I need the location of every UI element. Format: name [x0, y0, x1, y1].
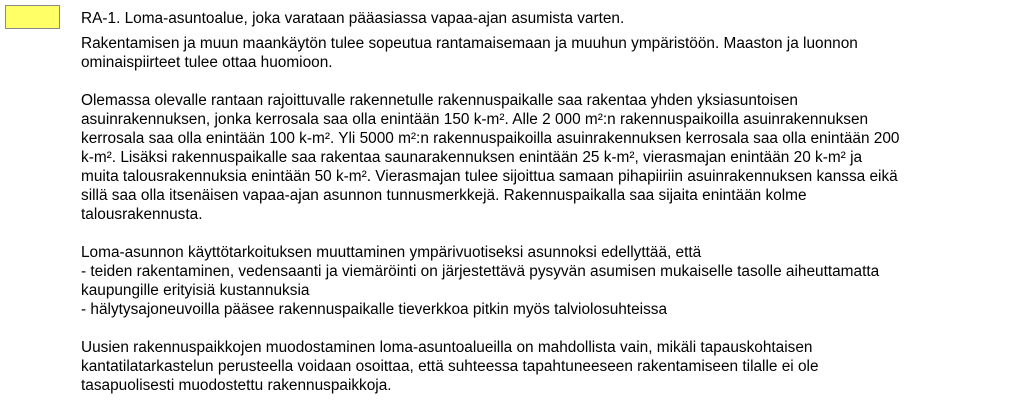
text-line: ominaispiirteet tulee ottaa huomioon. — [81, 54, 333, 71]
text-line: Rakentamisen ja muun maankäytön tulee sopeutua rantamaisemaan ja muuhun ympäristöön. Maaston ja luonnon — [81, 35, 858, 52]
text-line: k-m². Lisäksi rakennuspaikalle saa rakentaa saunarakennuksen enintään 25 k-m², vierasmajan enintään 20 k-m² ja — [81, 149, 863, 166]
text-line: tasapuolisesti muodostettu rakennuspaikkoja. — [81, 377, 392, 394]
paragraph — [81, 338, 1011, 395]
text-line: - hälytysajoneuvoilla pääsee rakennuspaikalle tieverkkoa pitkin myös talviolosuhteissa — [81, 301, 668, 318]
text-line: kerrosala saa olla enintään 100 k-m². Yli 5000 m²:n rakennuspaikoilla asuinrakennuksen kerrosala saa olla enintään 200 — [81, 130, 900, 147]
text-line: Olemassa olevalle rantaan rajoittuvalle rakennetulle rakennuspaikalle saa rakentaa yhden yksiasuntoisen — [81, 92, 798, 109]
paragraph — [81, 243, 1011, 319]
text-line: talousrakennusta. — [81, 206, 203, 223]
text-line: sillä saa olla itsenäisen vapaa-ajan asunnon tunnusmerkkejä. Rakennuspaikalla saa sijaita enintään kolme — [81, 187, 807, 204]
paragraph — [81, 91, 1011, 224]
text-line: - teiden rakentaminen, vedensaanti ja viemäröinti on järjestettävä pysyvän asumisen mukaiselle tasolle aiheuttamatta — [81, 263, 880, 280]
text-line: kaupungille erityisiä kustannuksia — [81, 282, 310, 299]
text-line: asuinrakennuksen, jonka kerrosala saa olla enintään 150 k-m². Alle 2 000 m²:n rakennuspaikoilla asuinrakennuksen — [81, 111, 869, 128]
paragraph — [81, 34, 1011, 72]
text-line: Loma-asunnon käyttötarkoituksen muuttaminen ympärivuotiseksi asunnoksi edellyttää, että — [81, 244, 702, 261]
regulation-text — [81, 9, 1011, 395]
text-line: Uusien rakennuspaikkojen muodostaminen loma-asuntoalueilla on mahdollista vain, mikäli tapauskohtaisen — [81, 339, 813, 356]
legend-color-swatch — [5, 5, 60, 29]
text-line: muita talousrakennuksia enintään 50 k-m². Vierasmajan tulee sijoittua samaan pihapiiriin asuinrakennuksen kanssa eikä — [81, 168, 898, 185]
text-line: kantatilatarkastelun perusteella voidaan osoittaa, että suhteessa tapahtuneeseen rakentamiseen tilalle ei ole — [81, 358, 819, 375]
regulation-title: RA-1. Loma-asuntoalue, joka varataan pääasiassa vapaa-ajan asumista varten. — [81, 10, 625, 27]
